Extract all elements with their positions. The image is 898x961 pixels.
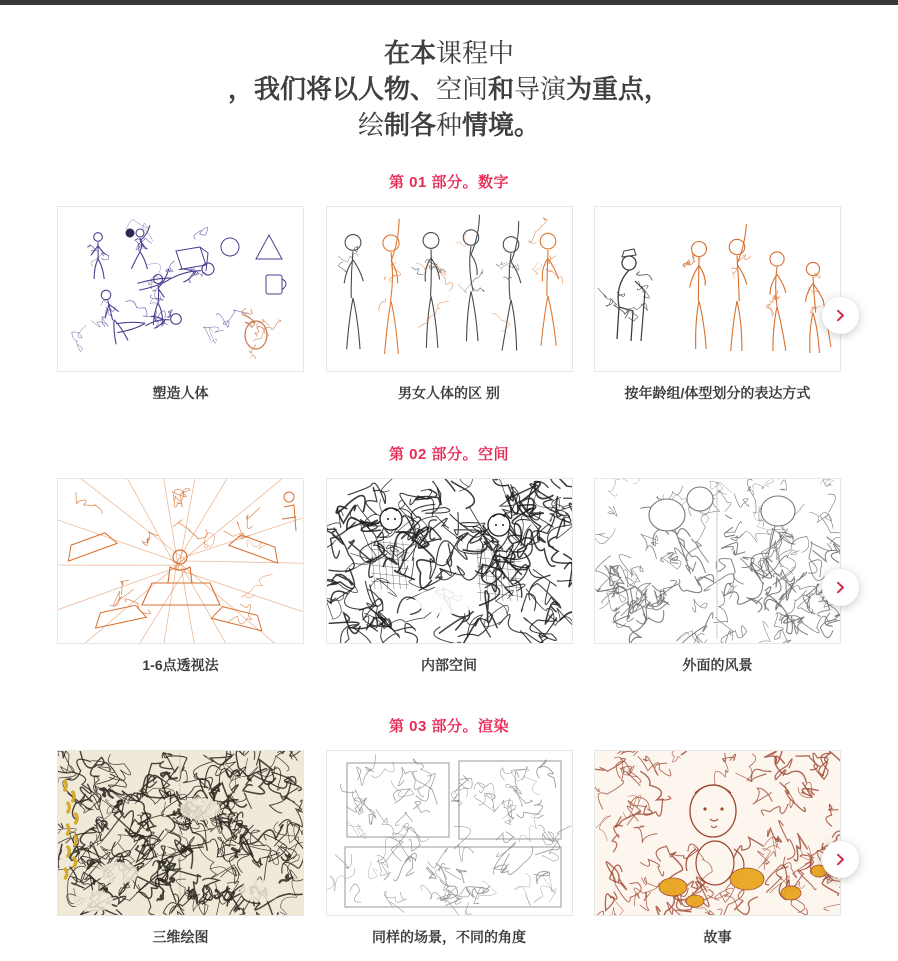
top-divider-bar	[0, 0, 898, 5]
section-title: 第 02 部分。空间	[388, 446, 510, 463]
chevron-right-icon	[833, 580, 848, 595]
chevron-right-icon	[833, 308, 848, 323]
carousel-next-button[interactable]	[822, 569, 859, 606]
course-image-ink-dense[interactable]	[326, 478, 573, 644]
course-image-caption: 外面的风景	[682, 657, 753, 673]
course-image-baby-dense[interactable]	[594, 750, 841, 916]
course-card	[326, 750, 573, 959]
course-card	[594, 206, 841, 415]
course-image-caption: 同样的场景，不同的角度	[372, 929, 526, 945]
heading-text: 种	[436, 110, 463, 140]
carousel	[57, 206, 841, 415]
artwork-figures-standing	[327, 207, 572, 371]
heading-text: 空间	[435, 74, 488, 104]
course-sections	[57, 171, 841, 959]
artwork-radial-perspective	[58, 479, 303, 643]
heading-text: 制各	[383, 110, 436, 140]
heading-line	[0, 71, 898, 107]
course-card	[326, 206, 573, 415]
course-card	[57, 750, 304, 959]
course-card	[326, 478, 573, 687]
artwork-figures-scatter	[58, 207, 303, 371]
carousel	[57, 478, 841, 687]
heading-text: 导演	[514, 74, 567, 104]
carousel	[57, 750, 841, 959]
course-section-part-02	[57, 443, 841, 687]
course-card	[57, 478, 304, 687]
carousel-next-button[interactable]	[822, 841, 859, 878]
course-image-caption: 男女人体的区 别	[398, 385, 500, 401]
artwork-ink-dense	[327, 479, 572, 643]
chevron-right-icon	[833, 852, 848, 867]
heading-line	[0, 35, 898, 71]
course-section-part-03	[57, 715, 841, 959]
course-intro-heading	[0, 35, 898, 143]
section-title: 第 03 部分。渲染	[388, 718, 510, 735]
course-image-storyboard-panels[interactable]	[326, 750, 573, 916]
artwork-storyboard-panels	[327, 751, 572, 915]
carousel-next-button[interactable]	[822, 297, 859, 334]
course-image-caption: 三维绘图	[152, 929, 209, 945]
course-card	[594, 478, 841, 687]
heading-text: 在本	[383, 38, 436, 68]
heading-text: ，我们将以人物、	[227, 74, 436, 104]
course-image-landscape-balloons[interactable]	[594, 478, 841, 644]
course-image-radial-perspective[interactable]	[57, 478, 304, 644]
artwork-wreck-dense	[58, 751, 303, 915]
course-image-figures-scatter[interactable]	[57, 206, 304, 372]
heading-text: 课程中	[436, 38, 515, 68]
carousel-track	[57, 206, 841, 415]
course-section-part-01	[57, 171, 841, 415]
heading-text: 情境。	[462, 110, 541, 140]
carousel-track	[57, 750, 841, 959]
heading-text: 绘	[357, 110, 384, 140]
course-image-caption: 故事	[703, 929, 732, 945]
artwork-landscape-balloons	[595, 479, 840, 643]
course-image-caption: 按年龄组/体型划分的表达方式	[624, 385, 811, 401]
course-image-figures-standing[interactable]	[326, 206, 573, 372]
carousel-track	[57, 478, 841, 687]
course-image-caption: 塑造人体	[152, 385, 209, 401]
heading-line	[0, 107, 898, 143]
section-title: 第 01 部分。数字	[388, 174, 510, 191]
course-image-caption: 内部空间	[421, 657, 477, 673]
artwork-figures-row	[595, 207, 840, 371]
course-image-caption: 1-6点透视法	[142, 657, 219, 673]
heading-text: 为重点，	[566, 74, 671, 104]
artwork-baby-dense	[595, 751, 840, 915]
course-image-figures-row[interactable]	[594, 206, 841, 372]
heading-text: 和	[487, 74, 514, 104]
course-card	[594, 750, 841, 959]
course-image-wreck-dense[interactable]	[57, 750, 304, 916]
course-card	[57, 206, 304, 415]
